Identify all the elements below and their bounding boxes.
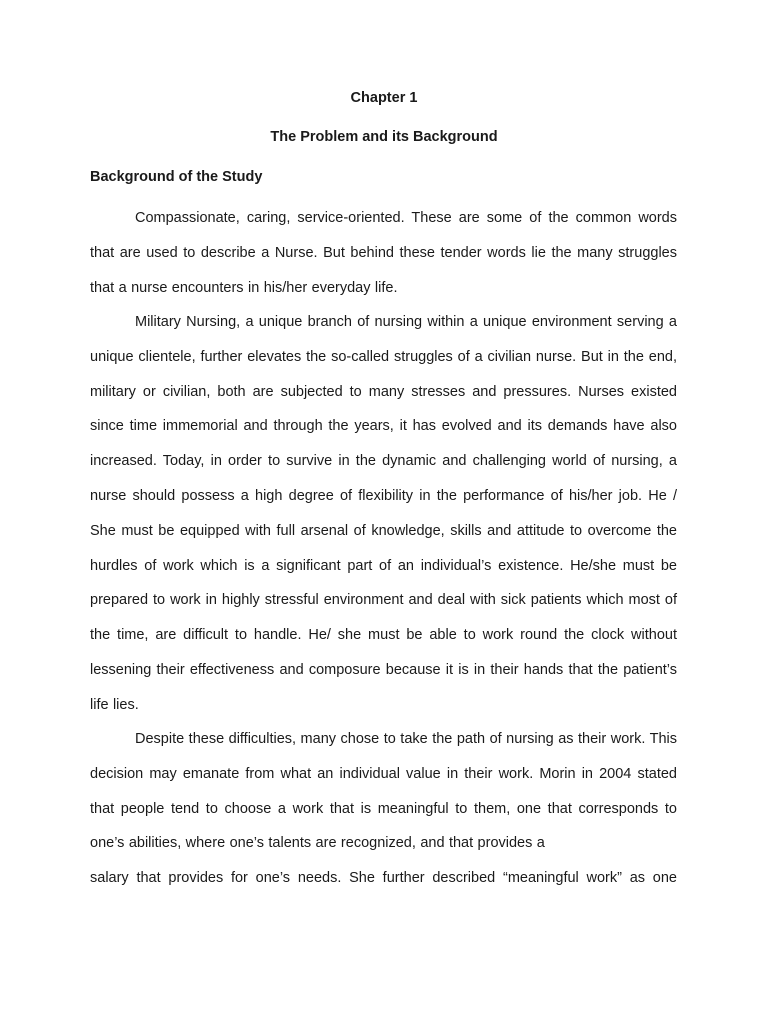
paragraph-continuation: salary that provides for one’s needs. She further described “meaningful work” as one	[90, 870, 677, 886]
paragraph: Military Nursing, a unique branch of nursing within a unique environment serving a unique clientele, further elevates the so-called struggles of a civilian nurse. But in the end, military or civilian, both are subjected to many stresses and pressures. Nurses existed since time immemorial and through the years, it has evolved and its demands have also increased. Today, in order to survive in the dynamic and challenging world of nursing, a nurse should possess a high degree of flexibility in the performance of his/her job. He / She must be equipped with full arsenal of knowledge, skills and attitude to overcome the hurdles of work which is a significant part of an individual’s existence. He/she must be prepared to work in highly stressful environment and deal with sick patients which most of the time, are difficult to handle. He/ she must be able to work round the clock without lessening their effectiveness and composure because it is in their hands that the patient’s life lies.	[90, 314, 677, 713]
paragraph: Despite these difficulties, many chose to take the path of nursing as their work. This decision may emanate from what an individual value in their work. Morin in 2004 stated that people tend to choose a work that is meaningful to them, one that corresponds to one’s abilities, where one’s talents are recognized, and that provides a	[90, 731, 677, 852]
paragraph: Compassionate, caring, service-oriented. These are some of the common words that are used to describe a Nurse. But behind these tender words lie the many struggles that a nurse encounters in his/her everyday life.	[90, 210, 677, 296]
chapter-heading: Chapter 1	[350, 90, 418, 106]
chapter-title: The Problem and its Background	[270, 129, 498, 145]
section-heading: Background of the Study	[90, 169, 263, 185]
